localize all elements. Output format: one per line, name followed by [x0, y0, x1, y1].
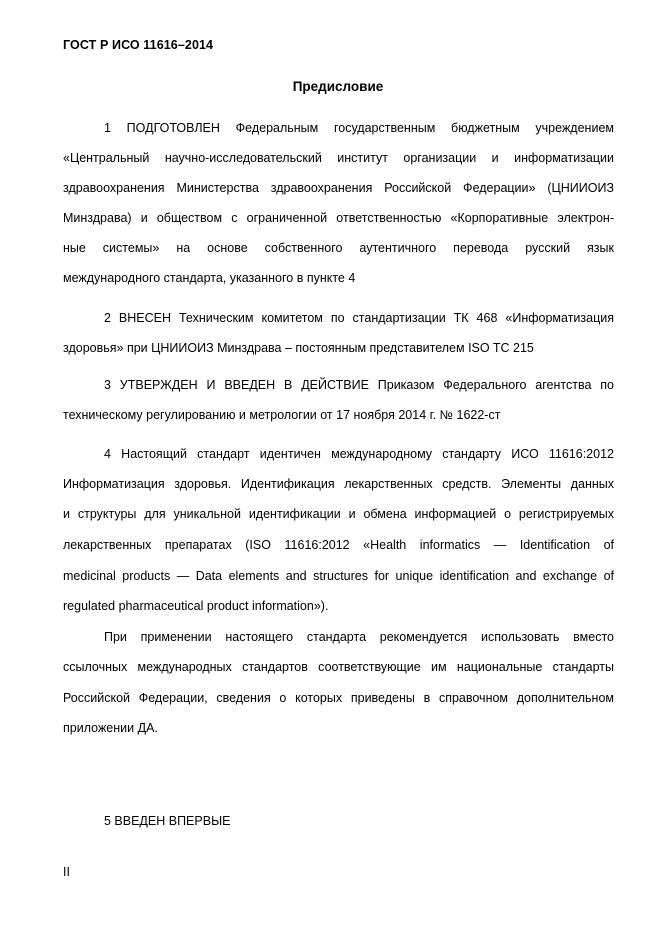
- paragraph-2-line-1: 2 ВНЕСЕН Техническим комитетом по стандартизации ТК 468 «Информатизация: [104, 311, 614, 325]
- paragraph-1-line-2: «Центральный научно-исследовательский институт организации и информатизации: [63, 151, 614, 165]
- paragraph-5-line-4: приложении ДА.: [63, 721, 158, 735]
- paragraph-3-line-2: техническому регулированию и метрологии от 17 ноября 2014 г. № 1622-ст: [63, 408, 501, 422]
- paragraph-1-line-6: международного стандарта, указанного в пункте 4: [63, 271, 356, 285]
- paragraph-4-line-4: лекарственных препаратах (ISO 11616:2012 «Health informatics — Identification of: [63, 538, 614, 552]
- paragraph-3-line-1: 3 УТВЕРЖДЕН И ВВЕДЕН В ДЕЙСТВИЕ Приказом Федерального агентства по: [104, 378, 614, 392]
- paragraph-1-line-1: 1 ПОДГОТОВЛЕН Федеральным государственным бюджетным учреждением: [104, 121, 614, 135]
- paragraph-4-line-2: Информатизация здоровья. Идентификация лекарственных средств. Элементы данных: [63, 477, 614, 491]
- paragraph-4-line-3: и структуры для уникальной идентификации и обмена информацией о регистрируемых: [63, 507, 614, 521]
- paragraph-6-line-1: 5 ВВЕДЕН ВПЕРВЫЕ: [104, 814, 231, 828]
- paragraph-4-line-5: medicinal products — Data elements and structures for unique identification and exchange of: [63, 569, 614, 583]
- paragraph-5-line-1: При применении настоящего стандарта рекомендуется использовать вместо: [104, 630, 614, 644]
- paragraph-1-line-3: здравоохранения Министерства здравоохранения Российской Федерации» (ЦНИИОИЗ: [63, 181, 614, 195]
- page-title: Предисловие: [292, 79, 384, 94]
- paragraph-5-line-3: Российской Федерации, сведения о которых приведены в справочном дополнительном: [63, 691, 614, 705]
- document-code-header: ГОСТ Р ИСО 11616–2014: [63, 38, 214, 52]
- paragraph-4-line-6: regulated pharmaceutical product information»).: [63, 599, 329, 613]
- page-number: II: [63, 865, 70, 879]
- paragraph-1-line-4: Минздрава) и обществом с ограниченной ответственностью «Корпоративные электрон-: [63, 211, 614, 225]
- paragraph-4-line-1: 4 Настоящий стандарт идентичен международному стандарту ИСО 11616:2012: [104, 447, 614, 461]
- paragraph-2-line-2: здоровья» при ЦНИИОИЗ Минздрава – постоянным представителем ISO TC 215: [63, 341, 534, 355]
- paragraph-1-line-5: ные системы» на основе собственного аутентичного перевода русский язык: [63, 241, 614, 255]
- paragraph-5-line-2: ссылочных международных стандартов соответствующие им национальные стандарты: [63, 660, 614, 674]
